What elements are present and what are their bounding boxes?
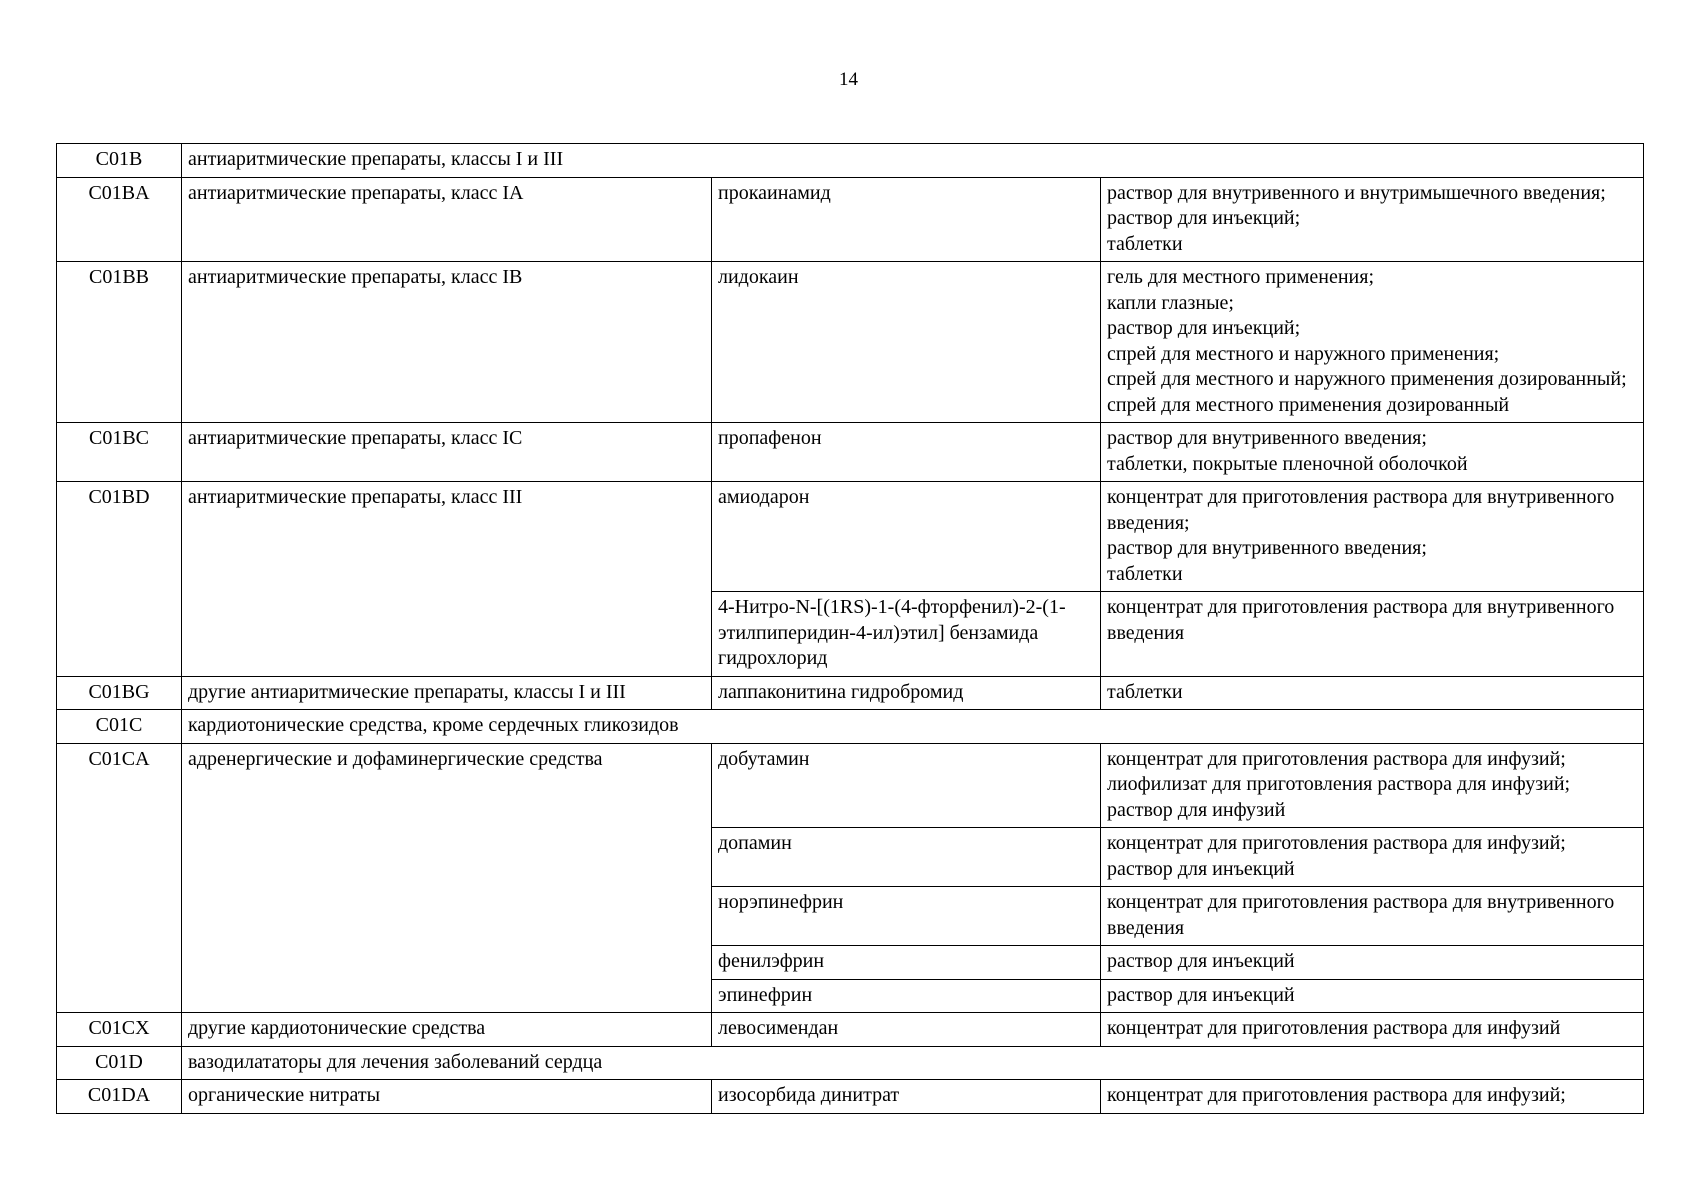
dosage-form-line: капли глазные;	[1107, 291, 1234, 314]
table-row	[57, 262, 1644, 423]
drug-classification-table	[56, 143, 1644, 1114]
dosage-form-line: спрей для местного и наружного применения дозированный;	[1107, 368, 1627, 390]
atc-group-name-cell: антиаритмические препараты, класс III	[182, 482, 712, 677]
dosage-form-line: раствор для инъекций	[1107, 950, 1295, 972]
dosage-form-line: концентрат для приготовления раствора для внутривенного введения	[1107, 891, 1615, 939]
dosage-forms-cell	[1101, 1013, 1644, 1047]
atc-group-name-cell: антиаритмические препараты, класс IB	[182, 262, 712, 423]
drug-name-cell: эпинефрин	[712, 979, 1101, 1013]
dosage-forms-cell	[1101, 676, 1644, 710]
dosage-form-line: раствор для инъекций;	[1107, 207, 1301, 229]
dosage-form-line: раствор для инъекций	[1107, 857, 1295, 880]
dosage-form-line: лиофилизат для приготовления раствора для инфузий;	[1107, 773, 1571, 795]
dosage-form-line: концентрат для приготовления раствора для инфузий;	[1107, 1084, 1566, 1106]
atc-code-cell: C01B	[57, 144, 182, 178]
dosage-form-line: гель для местного применения;	[1107, 266, 1375, 288]
atc-code-cell: C01BD	[57, 482, 182, 677]
atc-group-name-cell: кардиотонические средства, кроме сердечных гликозидов	[182, 710, 1644, 744]
atc-group-name-cell: другие кардиотонические средства	[182, 1013, 712, 1047]
table-row	[57, 710, 1644, 744]
table-row	[57, 743, 1644, 828]
dosage-form-line: концентрат для приготовления раствора для инфузий;	[1107, 747, 1566, 770]
dosage-forms-cell	[1101, 177, 1644, 262]
dosage-form-line: концентрат для приготовления раствора для инфузий;	[1107, 832, 1566, 854]
table-row	[57, 1080, 1644, 1114]
atc-code-cell: C01DA	[57, 1080, 182, 1114]
dosage-forms-cell	[1101, 262, 1644, 423]
drug-name-cell: допамин	[712, 828, 1101, 887]
drug-name-cell: добутамин	[712, 743, 1101, 828]
drug-name-cell: лаппаконитина гидробромид	[712, 676, 1101, 710]
drug-name-cell: прокаинамид	[712, 177, 1101, 262]
atc-code-cell: C01CA	[57, 743, 182, 1013]
drug-name-cell: фенилэфрин	[712, 946, 1101, 980]
dosage-form-line: спрей для местного применения дозированный	[1107, 393, 1510, 416]
dosage-forms-cell	[1101, 887, 1644, 946]
atc-group-name-cell: вазодилататоры для лечения заболеваний сердца	[182, 1046, 1644, 1080]
atc-code-cell: C01BA	[57, 177, 182, 262]
dosage-form-line: таблетки	[1107, 680, 1183, 703]
table-row	[57, 144, 1644, 178]
table-row	[57, 1013, 1644, 1047]
drug-name-cell: 4-Нитро-N-[(1RS)-1-(4-фторфенил)-2-(1-этилпиперидин-4-ил)этил] бензамида гидрохлорид	[712, 592, 1101, 677]
table-row	[57, 1046, 1644, 1080]
dosage-form-line: раствор для внутривенного и внутримышечного введения;	[1107, 181, 1606, 204]
atc-group-name-cell: адренергические и дофаминергические средства	[182, 743, 712, 1013]
atc-group-name-cell: другие антиаритмические препараты, классы I и III	[182, 676, 712, 710]
dosage-form-line: таблетки	[1107, 232, 1183, 255]
dosage-form-line: раствор для инъекций;	[1107, 317, 1301, 339]
drug-name-cell: изосорбида динитрат	[712, 1080, 1101, 1114]
dosage-forms-cell	[1101, 1080, 1644, 1114]
dosage-forms-cell	[1101, 592, 1644, 677]
atc-group-name-cell: антиаритмические препараты, класс IA	[182, 177, 712, 262]
table-row	[57, 423, 1644, 482]
atc-group-name-cell: антиаритмические препараты, классы I и III	[182, 144, 1644, 178]
dosage-forms-cell	[1101, 828, 1644, 887]
dosage-form-line: раствор для инъекций	[1107, 983, 1295, 1006]
drug-name-cell: левосимендан	[712, 1013, 1101, 1047]
drug-name-cell: пропафенон	[712, 423, 1101, 482]
dosage-form-line: таблетки, покрытые пленочной оболочкой	[1107, 452, 1468, 475]
atc-code-cell: C01BG	[57, 676, 182, 710]
atc-code-cell: C01D	[57, 1046, 182, 1080]
drug-name-cell: лидокаин	[712, 262, 1101, 423]
dosage-form-line: раствор для внутривенного введения;	[1107, 537, 1427, 559]
table-row	[57, 676, 1644, 710]
atc-code-cell: C01BC	[57, 423, 182, 482]
dosage-forms-cell	[1101, 743, 1644, 828]
dosage-forms-cell	[1101, 482, 1644, 592]
atc-code-cell: C01CX	[57, 1013, 182, 1047]
dosage-forms-cell	[1101, 946, 1644, 980]
dosage-form-line: концентрат для приготовления раствора для внутривенного введения;	[1107, 486, 1615, 534]
table-body	[57, 144, 1644, 1114]
atc-group-name-cell: антиаритмические препараты, класс IC	[182, 423, 712, 482]
drug-name-cell: амиодарон	[712, 482, 1101, 592]
dosage-forms-cell	[1101, 423, 1644, 482]
table-row	[57, 482, 1644, 592]
page-number: 14	[839, 69, 858, 90]
dosage-form-line: спрей для местного и наружного применения;	[1107, 342, 1500, 365]
dosage-form-line: раствор для внутривенного введения;	[1107, 427, 1427, 449]
table-row	[57, 177, 1644, 262]
atc-group-name-cell: органические нитраты	[182, 1080, 712, 1114]
dosage-form-line: концентрат для приготовления раствора для внутривенного введения	[1107, 596, 1615, 644]
dosage-forms-cell	[1101, 979, 1644, 1013]
dosage-form-line: концентрат для приготовления раствора для инфузий	[1107, 1017, 1561, 1039]
atc-code-cell: C01BB	[57, 262, 182, 423]
atc-code-cell: C01C	[57, 710, 182, 744]
dosage-form-line: раствор для инфузий	[1107, 798, 1286, 821]
drug-name-cell: норэпинефрин	[712, 887, 1101, 946]
dosage-form-line: таблетки	[1107, 562, 1183, 585]
